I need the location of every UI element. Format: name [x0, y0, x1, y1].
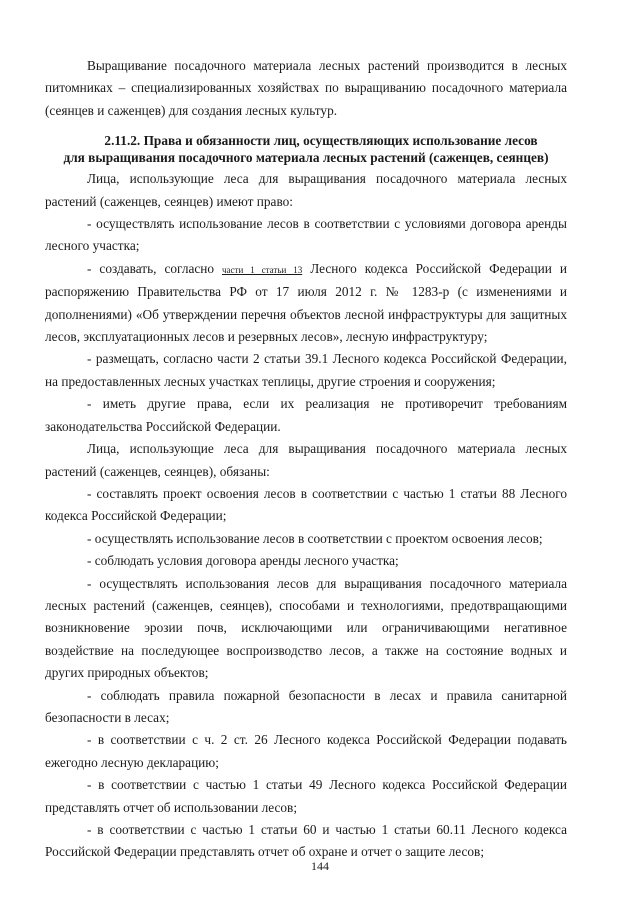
rights-item-4: - иметь другие права, если их реализация не противоречит требованиям законодательства Российской Федерации. — [45, 396, 567, 434]
section-heading-line-1: 2.11.2. Права и обязанности лиц, осуществляющих использование лесов — [104, 133, 538, 149]
duties-item-1: - составлять проект освоения лесов в соответствии с частью 1 статьи 88 Лесного кодекса Российской Федерации; — [45, 485, 567, 524]
document-page — [45, 55, 567, 864]
section-heading — [45, 132, 567, 166]
intro-paragraph: Выращивание посадочного материала лесных растений производится в лесных питомниках – специализированных хозяйствах по выращиванию посадочного материала (сеянцев и саженцев) для создания лесных культур. — [45, 58, 567, 118]
duties-item-3: - соблюдать условия договора аренды лесного участка; — [87, 553, 399, 569]
page-number: 144 — [311, 859, 329, 873]
duties-item-7: - в соответствии с частью 1 статьи 49 Лесного кодекса Российской Федерации представлять отчет об использовании лесов; — [45, 777, 567, 815]
rights-lead-paragraph: Лица, использующие леса для выращивания посадочного материала лесных растений (саженцев, сеянцев) имеют право: — [45, 171, 567, 209]
rights-item-2 — [45, 258, 567, 349]
duties-item-6: - в соответствии с ч. 2 ст. 26 Лесного кодекса Российской Федерации подавать ежегодно лесную декларацию; — [45, 732, 567, 770]
duties-item-5: - соблюдать правила пожарной безопасности в лесах и правила санитарной безопасности в лесах; — [45, 687, 567, 725]
duties-item-2: - осуществлять использование лесов в соответствии с проектом освоения лесов; — [87, 530, 543, 546]
law-reference-link[interactable]: части 1 статьи 13 — [222, 264, 303, 275]
section-heading-line-2: для выращивания посадочного материала лесных растений (саженцев, сеянцев) — [63, 150, 549, 166]
duties-lead-paragraph: Лица, использующие леса для выращивания посадочного материала лесных растений (саженцев, сеянцев), обязаны: — [45, 441, 567, 479]
rights-item-2-text-before: - создавать, согласно — [87, 260, 223, 276]
duties-item-4: - осуществлять использования лесов для выращивания посадочного материала лесных растений (саженцев, сеянцев), способами и технологиями, предотвращающими возникновение эрозии почв, исключающими или ограничивающими негативное воздействие на последующее воспроизводство лесов, а также на состояние водных и других природных объектов; — [45, 575, 567, 681]
rights-item-1: - осуществлять использование лесов в соответствии с условиями договора аренды лесного участка; — [45, 216, 567, 254]
duties-item-8: - в соответствии с частью 1 статьи 60 и частью 1 статьи 60.11 Лесного кодекса Российской Федерации представлять отчет об охране и отчет о защите лесов; — [45, 822, 567, 860]
rights-item-3: - размещать, согласно части 2 статьи 39.1 Лесного кодекса Российской Федерации, на предоставленных лесных участках теплицы, другие строения и сооружения; — [45, 351, 567, 389]
rights-item-2-text-after: Лесного кодекса Российской Федерации и распоряжению Правительства РФ от 17 июля 2012 г. № 1283-р (с изменениями и дополнениями) «Об утверждении перечня объектов лесной инфраструктуры для защитных лесов, эксплуатационных лесов и резервных лесов», лесную инфраструктуру; — [45, 260, 567, 345]
